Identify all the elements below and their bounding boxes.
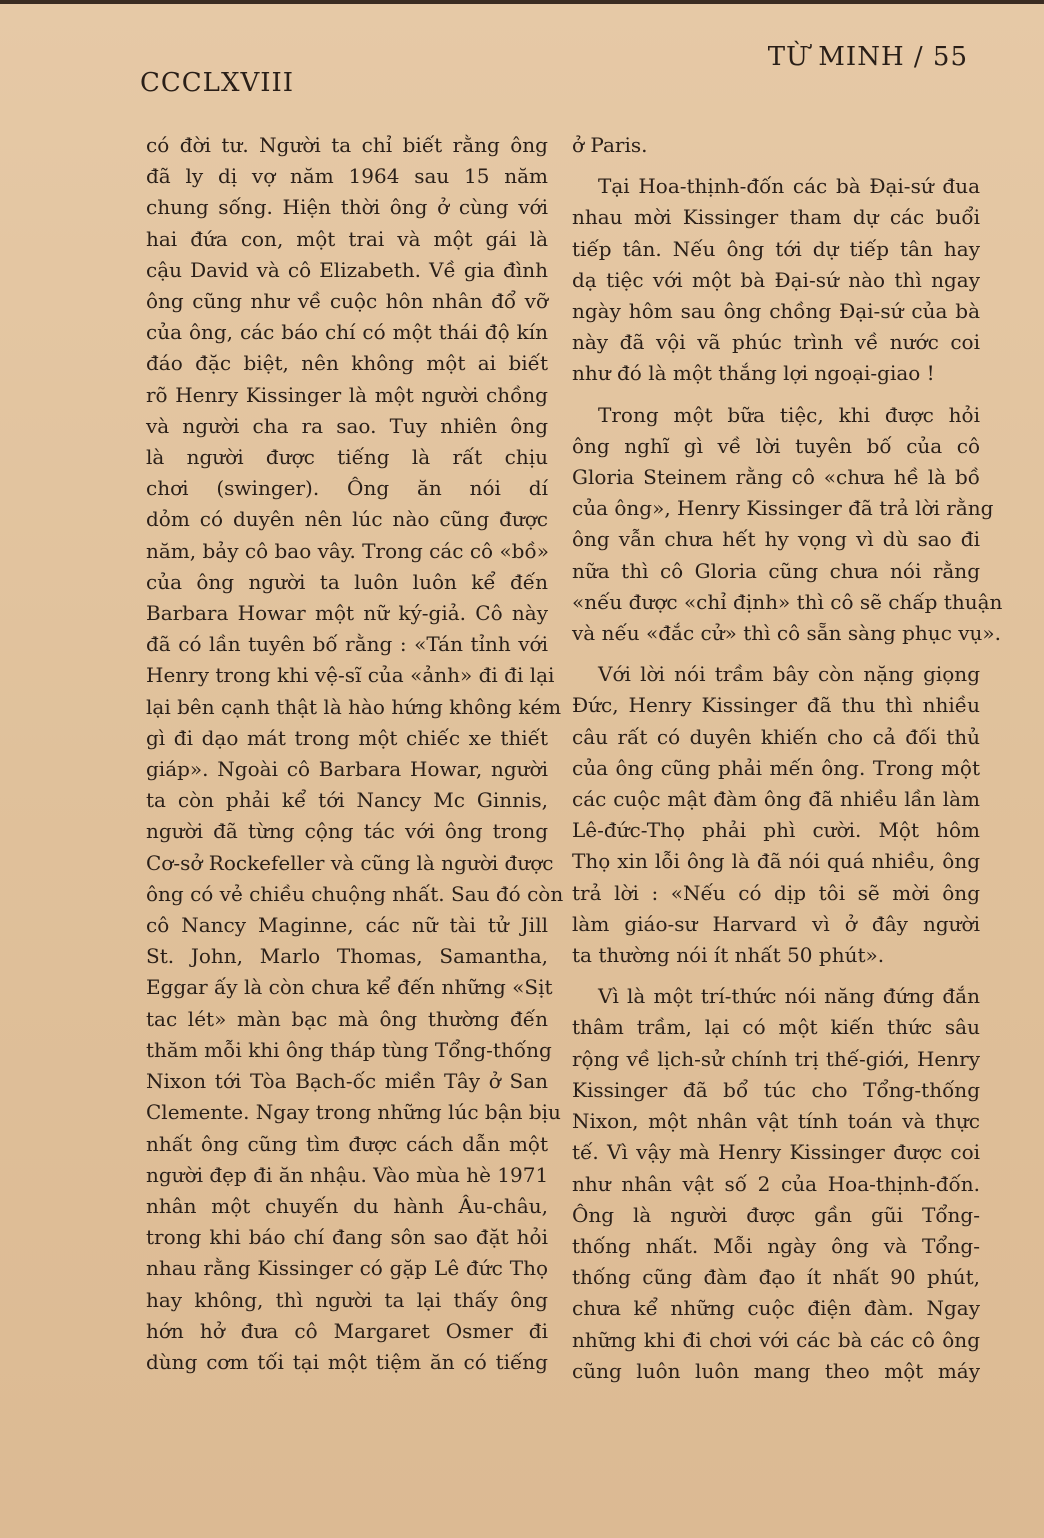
text-line: Tại Hoa-thịnh-đốn các bà Đại-sứ đua <box>598 174 980 199</box>
text-line: là người được tiếng là rất chịu <box>146 445 548 470</box>
text-line: Clemente. Ngay trong những lúc bận bịu <box>146 1100 561 1125</box>
text-line: Đức, Henry Kissinger đã thu thì nhiều <box>572 693 980 718</box>
text-line: người đẹp đi ăn nhậu. Vào mùa hè 1971 <box>146 1162 549 1187</box>
text-line: dỏm có duyên nên lúc nào cũng được <box>146 507 548 532</box>
text-line: thống cũng đàm đạo ít nhất 90 phút, <box>572 1265 980 1290</box>
text-line: đã có lần tuyên bố rằng : «Tán tỉnh với <box>146 632 548 657</box>
text-line: ở Paris. <box>572 133 648 157</box>
text-line: Cơ-sở Rockefeller và cũng là người được <box>146 850 554 875</box>
text-line: Henry trong khi vệ-sĩ của «ảnh» đi đi lại <box>146 663 555 688</box>
text-line: lại bên cạnh thật là hào hứng không kém <box>146 694 562 719</box>
text-line: nhau rằng Kissinger có gặp Lê đức Thọ <box>146 1256 548 1281</box>
text-line: chơi (swinger). Ông ăn nói dí <box>146 476 548 501</box>
text-line: làm giáo-sư Harvard vì ở đây người <box>572 911 980 936</box>
text-line: Trong một bữa tiệc, khi được hỏi <box>598 402 980 427</box>
text-line: người đã từng cộng tác với ông trong <box>146 819 548 844</box>
text-line: nữa thì cô Gloria cũng chưa nói rằng <box>572 558 980 583</box>
text-line: cũng luôn luôn mang theo một máy <box>572 1358 980 1383</box>
text-line: Kissinger đã bổ túc cho Tổng-thống <box>572 1077 980 1102</box>
text-line: tế. Vì vậy mà Henry Kissinger được coi <box>572 1140 980 1165</box>
text-line: những khi đi chơi với các bà các cô ông <box>572 1327 980 1352</box>
text-line: cô Nancy Maginne, các nữ tài tử Jill <box>146 913 548 938</box>
text-line: ta còn phải kể tới Nancy Mc Ginnis, <box>146 788 548 813</box>
text-line: ông vẫn chưa hết hy vọng vì dù sao đi <box>572 527 980 552</box>
text-line: hớn hở đưa cô Margaret Osmer đi <box>146 1318 548 1343</box>
paragraph-gap <box>572 390 980 400</box>
text-line: và người cha ra sao. Tuy nhiên ông <box>146 413 548 438</box>
paragraph-gap <box>572 971 980 981</box>
text-line: tiếp tân. Nếu ông tới dự tiếp tân hay <box>572 236 980 261</box>
text-line: giáp». Ngoài cô Barbara Howar, người <box>146 757 548 782</box>
text-line: «nếu được «chỉ định» thì cô sẽ chấp thuận <box>572 589 1003 614</box>
text-line: các cuộc mật đàm ông đã nhiều lần làm <box>572 787 980 812</box>
text-line: Lê-đức-Thọ phải phì cười. Một hôm <box>572 818 980 843</box>
text-line: Nixon, một nhân vật tính toán và thực <box>572 1109 980 1134</box>
text-line: nhau mời Kissinger tham dự các buổi <box>572 205 980 230</box>
text-line: Vì là một trí-thức nói năng đứng đắn <box>598 984 980 1009</box>
text-line: trả lời : «Nếu có dịp tôi sẽ mời ông <box>572 880 980 905</box>
text-line: đáo đặc biệt, nên không một ai biết <box>146 351 548 376</box>
text-line: năm, bảy cô bao vây. Trong các cô «bồ» <box>146 538 549 563</box>
text-line: có đời tư. Người ta chỉ biết rằng ông <box>146 133 548 157</box>
text-line: của ông», Henry Kissinger đã trả lời rằng <box>572 496 994 521</box>
text-line: ta thường nói ít nhất 50 phút». <box>572 943 885 968</box>
text-line: ông cũng như về cuộc hôn nhân đổ vỡ <box>146 289 548 314</box>
text-line: ngày hôm sau ông chồng Đại-sứ của bà <box>572 299 980 324</box>
paragraph-gap <box>572 649 980 659</box>
text-line: chưa kể những cuộc điện đàm. Ngay <box>572 1296 980 1321</box>
text-line: câu rất có duyên khiến cho cả đối thủ <box>572 724 980 749</box>
text-line: trong khi báo chí đang sôn sao đặt hỏi <box>146 1225 548 1250</box>
text-line: Ông là người được gần gũi Tổng- <box>572 1202 980 1227</box>
text-line: dùng cơm tối tại một tiệm ăn có tiếng <box>146 1349 548 1374</box>
text-line: như nhân vật số 2 của Hoa-thịnh-đốn. <box>572 1171 980 1196</box>
text-line: đã ly dị vợ năm 1964 sau 15 năm <box>146 164 548 189</box>
text-line: của ông cũng phải mến ông. Trong một <box>572 755 980 780</box>
text-line: gì đi dạo mát trong một chiếc xe thiết <box>146 725 548 750</box>
text-line: rộng về lịch-sử chính trị thế-giới, Henry <box>572 1046 980 1071</box>
text-line: St. John, Marlo Thomas, Samantha, <box>146 944 548 969</box>
left-column <box>146 130 564 1378</box>
text-line: chung sống. Hiện thời ông ở cùng với <box>146 195 548 220</box>
top-rule <box>0 0 1044 4</box>
text-line: rõ Henry Kissinger là một người chồng <box>146 382 548 407</box>
text-line: của ông người ta luôn luôn kể đến <box>146 569 548 594</box>
text-line: Thọ xin lỗi ông là đã nói quá nhiều, ông <box>572 849 980 874</box>
right-column <box>572 130 1003 1387</box>
text-line: thăm mỗi khi ông tháp tùng Tổng-thống <box>146 1037 552 1062</box>
text-line: Với lời nói trầm bây còn nặng giọng <box>598 662 980 687</box>
paragraph-gap <box>572 161 980 171</box>
text-line: như đó là một thắng lợi ngoại-giao ! <box>572 361 935 386</box>
text-line: ông có vẻ chiều chuộng nhất. Sau đó còn <box>146 881 564 906</box>
text-line: hay không, thì người ta lại thấy ông <box>146 1287 548 1312</box>
text-line: thâm trầm, lại có một kiến thức sâu <box>572 1015 980 1040</box>
text-line: này đã vội vã phúc trình về nước coi <box>572 330 980 355</box>
text-line: hai đứa con, một trai và một gái là <box>146 226 548 251</box>
text-line: dạ tiệc với một bà Đại-sứ nào thì ngay <box>572 267 980 292</box>
text-line: và nếu «đắc cử» thì cô sẵn sàng phục vụ». <box>572 621 1002 646</box>
text-line: nhân một chuyến du hành Âu-châu, <box>146 1193 548 1218</box>
text-line: ông nghĩ gì về lời tuyên bố của cô <box>572 433 980 458</box>
text-line: cậu David và cô Elizabeth. Về gia đình <box>146 257 548 282</box>
text-line: của ông, các báo chí có một thái độ kín <box>146 320 548 345</box>
text-line: Barbara Howar một nữ ký-giả. Cô này <box>146 601 548 626</box>
running-header: TỪ MINH / 55 <box>767 42 968 72</box>
text-line: Gloria Steinem rằng cô «chưa hề là bồ <box>572 465 980 490</box>
section-numeral: CCCLXVIII <box>140 68 295 98</box>
text-line: Nixon tới Tòa Bạch-ốc miền Tây ở San <box>146 1069 548 1094</box>
text-line: nhất ông cũng tìm được cách dẫn một <box>146 1131 548 1156</box>
text-line: thống nhất. Mỗi ngày ông và Tổng- <box>572 1233 980 1258</box>
text-line: tac lét» màn bạc mà ông thường đến <box>146 1006 548 1031</box>
text-line: Eggar ấy là còn chưa kể đến những «Sịt <box>146 975 553 1000</box>
